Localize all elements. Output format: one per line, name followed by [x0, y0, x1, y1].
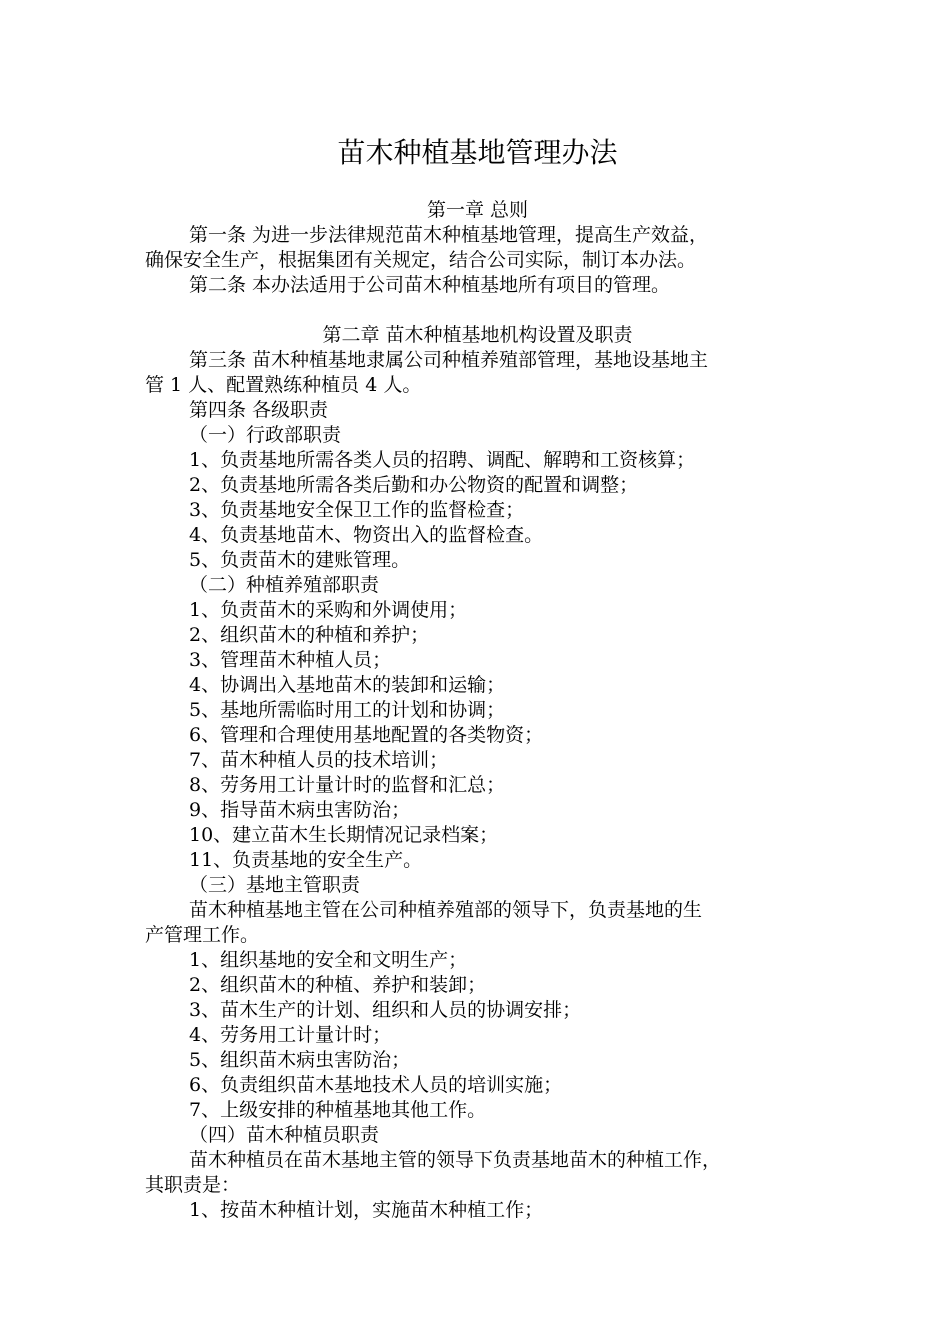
list-item: 9、指导苗木病虫害防治；	[189, 799, 411, 821]
list-item: 4、劳务用工计量计时；	[189, 1024, 392, 1046]
list-item: 3、负责基地安全保卫工作的监督检查；	[189, 499, 525, 521]
section-intro-continuation: 其职责是：	[145, 1174, 241, 1196]
list-item: 6、管理和合理使用基地配置的各类物资；	[189, 724, 544, 746]
list-item: 7、上级安排的种植基地其他工作。	[189, 1099, 487, 1121]
list-item: 2、组织苗木的种植、养护和装卸；	[189, 974, 487, 996]
article-text-continuation: 管 1 人、配置熟练种植员 4 人。	[145, 374, 422, 396]
article-text: 第一条 为进一步法律规范苗木种植基地管理，提高生产效益，	[189, 224, 709, 246]
list-item: 10、建立苗木生长期情况记录档案；	[189, 824, 499, 846]
section-intro: 苗木种植基地主管在公司种植养殖部的领导下，负责基地的生	[189, 899, 703, 921]
list-item: 1、按苗木种植计划，实施苗木种植工作；	[189, 1199, 544, 1221]
list-item: 5、组织苗木病虫害防治；	[189, 1049, 411, 1071]
section-intro-continuation: 产管理工作。	[145, 924, 260, 946]
chapter-heading: 第一章 总则	[426, 199, 529, 221]
list-item: 4、负责基地苗木、物资出入的监督检查。	[189, 524, 544, 546]
list-item: 2、组织苗木的种植和养护；	[189, 624, 430, 646]
list-item: 11、负责基地的安全生产。	[189, 849, 423, 871]
list-item: 4、协调出入基地苗木的装卸和运输；	[189, 674, 506, 696]
article-text: 第三条 苗木种植基地隶属公司种植养殖部管理，基地设基地主	[189, 349, 709, 371]
article-text: 第四条 各级职责	[189, 399, 329, 421]
section-intro: 苗木种植员在苗木基地主管的领导下负责基地苗木的种植工作，	[189, 1149, 722, 1171]
list-item: 5、基地所需临时用工的计划和协调；	[189, 699, 506, 721]
list-item: 1、组织基地的安全和文明生产；	[189, 949, 468, 971]
section-heading: （二）种植养殖部职责	[189, 574, 380, 596]
list-item: 3、苗木生产的计划、组织和人员的协调安排；	[189, 999, 582, 1021]
list-item: 2、负责基地所需各类后勤和办公物资的配置和调整；	[189, 474, 639, 496]
list-item: 6、负责组织苗木基地技术人员的培训实施；	[189, 1074, 563, 1096]
list-item: 1、负责基地所需各类人员的招聘、调配、解聘和工资核算；	[189, 449, 696, 471]
section-heading: （三）基地主管职责	[189, 874, 361, 896]
paragraph-spacer	[145, 298, 810, 323]
section-heading: （一）行政部职责	[189, 424, 342, 446]
list-item: 3、管理苗木种植人员；	[189, 649, 392, 671]
list-item: 8、劳务用工计量计时的监督和汇总；	[189, 774, 506, 796]
chapter-heading: 第二章 苗木种植基地机构设置及职责	[322, 324, 633, 346]
article-text-continuation: 确保安全生产，根据集团有关规定，结合公司实际，制订本办法。	[145, 249, 697, 271]
list-item: 7、苗木种植人员的技术培训；	[189, 749, 449, 771]
document-page	[145, 0, 810, 1344]
list-item: 5、负责苗木的建账管理。	[189, 549, 411, 571]
article-text: 第二条 本办法适用于公司苗木种植基地所有项目的管理。	[189, 274, 671, 296]
list-item: 1、负责苗木的采购和外调使用；	[189, 599, 468, 621]
section-heading: （四）苗木种植员职责	[189, 1124, 380, 1146]
document-title: 苗木种植基地管理办法	[337, 136, 618, 169]
document-body	[145, 198, 810, 1223]
